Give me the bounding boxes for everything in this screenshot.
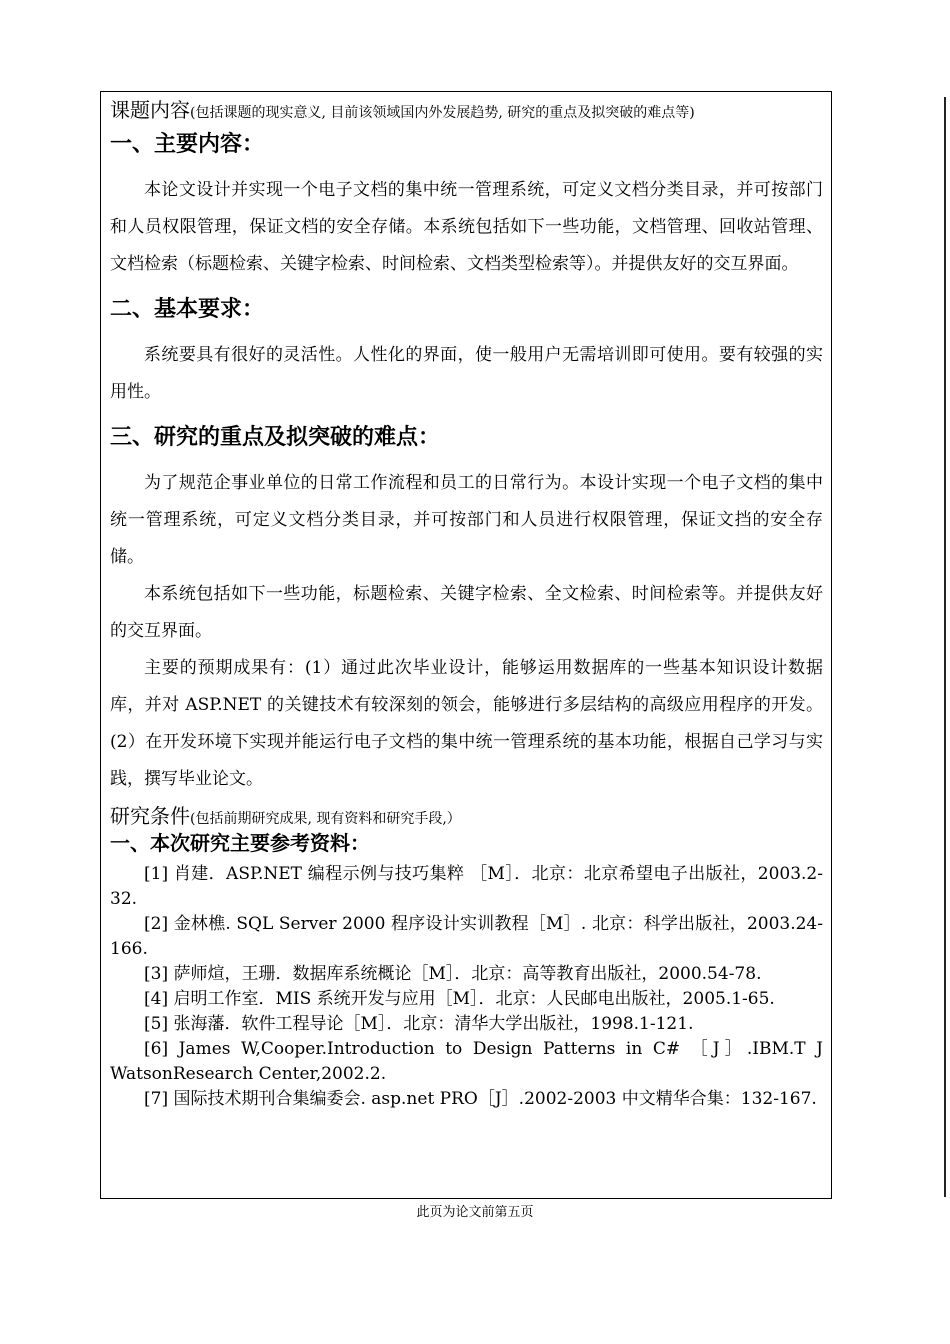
heading-key-difficulties: 三、研究的重点及拟突破的难点： (110, 424, 441, 450)
section-note: (包括课题的现实意义, 目前该领域国内外发展趋势, 研究的重点及拟突破的难点等) (190, 105, 695, 121)
page-edge-divider (944, 97, 946, 1197)
form-cell-content (110, 92, 823, 1112)
paragraph-expected-results: 主要的预期成果有：(1）通过此次毕业设计，能够运用数据库的一些基本知识设计数据库，并对 ASP.NET 的关键技术有较深刻的领会，能够进行多层结构的高级应用程序的开发。(2）在开发环境下实现并能运行电子文档的集中统一管理系统的基本功能，根据自己学习与实践，撰写毕业论文。 (110, 658, 823, 789)
paragraph-key-difficulties-1: 为了规范企事业单位的日常工作流程和员工的日常行为。本设计实现一个电子文档的集中统一管理系统，可定义文档分类目录，并可按部门和人员进行权限管理，保证文挡的安全存储。 (110, 473, 823, 567)
paragraph-main-content: 本论文设计并实现一个电子文档的集中统一管理系统，可定义文档分类目录，并可按部门和人员权限管理，保证文档的安全存储。本系统包括如下一些功能，文档管理、回收站管理、文档检索（标题检索、关键字检索、时间检索、文档类型检索等）。并提供友好的交互界面。 (110, 180, 823, 274)
heading-main-content: 一、主要内容： (110, 131, 265, 157)
page-footer: 此页为论文前第五页 (416, 1205, 534, 1220)
reference-item: [7] 国际技术期刊合集编委会. asp.net PRO［J］.2002-2003 中文精华合集：132-167. (144, 1089, 817, 1109)
reference-item: [2] 金林樵. SQL Server 2000 程序设计实训教程［M］. 北京：科学出版社，2003.24-166. (110, 914, 823, 959)
reference-item: [1] 肖建．ASP.NET 编程示例与技巧集粹 ［M］．北京：北京希望电子出版社，2003.2-32. (110, 864, 823, 909)
section-header-research-conditions (110, 802, 823, 830)
reference-item: [4] 启明工作室．MIS 系统开发与应用［M］．北京：人民邮电出版社，2005.1-65. (144, 989, 775, 1009)
paragraph-basic-requirements: 系统要具有很好的灵活性。人性化的界面，使一般用户无需培训即可使用。要有较强的实用性。 (110, 345, 823, 402)
reference-item: [3] 萨师煊，王珊．数据库系统概论［M］．北京：高等教育出版社，2000.54-78. (144, 964, 762, 984)
heading-basic-requirements: 二、基本要求： (110, 296, 265, 322)
section-note: (包括前期研究成果, 现有资料和研究手段,） (190, 811, 461, 827)
section-header-topic-content (110, 96, 823, 124)
paragraph-key-difficulties-2: 本系统包括如下一些功能，标题检索、关键字检索、全文检索、时间检索等。并提供友好的交互界面。 (110, 584, 823, 641)
reference-list (110, 862, 823, 1112)
proposal-form-table (100, 91, 832, 1199)
section-title: 课题内容 (110, 98, 190, 122)
heading-references: 一、本次研究主要参考资料： (110, 831, 370, 855)
section-title: 研究条件 (110, 804, 190, 828)
reference-item: [5] 张海藩．软件工程导论［M］．北京：清华大学出版社，1998.1-121. (144, 1014, 694, 1034)
reference-item: [6] James W,Cooper.Introduction to Design Patterns in C# ［J］.IBM.T J WatsonResearch Center,2002.2. (110, 1039, 823, 1084)
